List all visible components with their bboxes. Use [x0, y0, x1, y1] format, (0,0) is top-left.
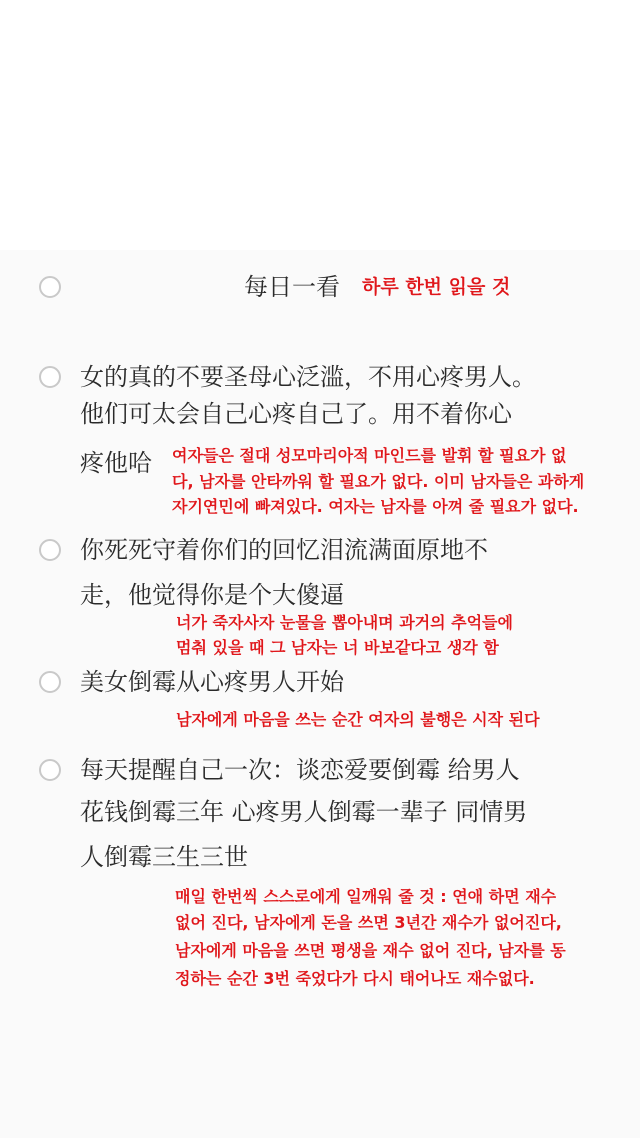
- radio-button-3[interactable]: [39, 539, 61, 561]
- translation-1-line-3: 자기연민에 빠져있다. 여자는 남자를 아껴 줄 필요가 없다.: [172, 497, 579, 516]
- radio-button-2[interactable]: [39, 366, 61, 388]
- translation-1-line-2: 다, 남자를 안타까워 할 필요가 없다. 이미 남자들은 과하게: [172, 472, 585, 491]
- quote-2-line-1: 你死死守着你们的回忆泪流满面原地不: [80, 536, 488, 564]
- quote-4-line-3: 人倒霉三生三世: [80, 843, 248, 871]
- translation-4-line-1: 매일 한번씩 스스로에게 일깨워 줄 것 : 연애 하면 재수: [175, 887, 557, 906]
- quote-1-line-3: 疼他哈: [80, 449, 152, 477]
- quote-1-line-1: 女的真的不要圣母心泛滥，不用心疼男人。: [80, 363, 536, 391]
- title-korean: 하루 한번 읽을 것: [362, 276, 511, 298]
- translation-2-line-2: 멈춰 있을 때 그 남자는 너 바보같다고 생각 함: [176, 638, 499, 657]
- translation-4-line-4: 정하는 순간 3번 죽었다가 다시 태어나도 재수없다.: [175, 969, 535, 988]
- translation-2-line-1: 너가 죽자사자 눈물을 뽑아내며 과거의 추억들에: [176, 613, 513, 632]
- top-blank-area: [0, 0, 640, 250]
- radio-button-4[interactable]: [39, 671, 61, 693]
- quote-1-line-2: 他们可太会自己心疼自己了。用不着你心: [80, 400, 512, 428]
- translation-4-line-2: 없어 진다, 남자에게 돈을 쓰면 3년간 재수가 없어진다,: [175, 913, 562, 932]
- radio-button-1[interactable]: [39, 276, 61, 298]
- quote-2-line-2: 走，他觉得你是个大傻逼: [80, 581, 344, 609]
- translation-1-line-1: 여자들은 절대 성모마리아적 마인드를 발휘 할 필요가 없: [172, 446, 567, 465]
- radio-button-5[interactable]: [39, 759, 61, 781]
- quote-4-line-1: 每天提醒自己一次：谈恋爱要倒霉 给男人: [80, 756, 520, 784]
- translation-4-line-3: 남자에게 마음을 쓰면 평생을 재수 없어 진다, 남자를 동: [175, 941, 566, 960]
- quote-4-line-2: 花钱倒霉三年 心疼男人倒霉一辈子 同情男: [80, 798, 528, 826]
- title-chinese: 每日一看: [244, 273, 340, 301]
- translation-3-line-1: 남자에게 마음을 쓰는 순간 여자의 불행은 시작 된다: [176, 710, 540, 729]
- quote-3-line-1: 美女倒霉从心疼男人开始: [80, 668, 344, 696]
